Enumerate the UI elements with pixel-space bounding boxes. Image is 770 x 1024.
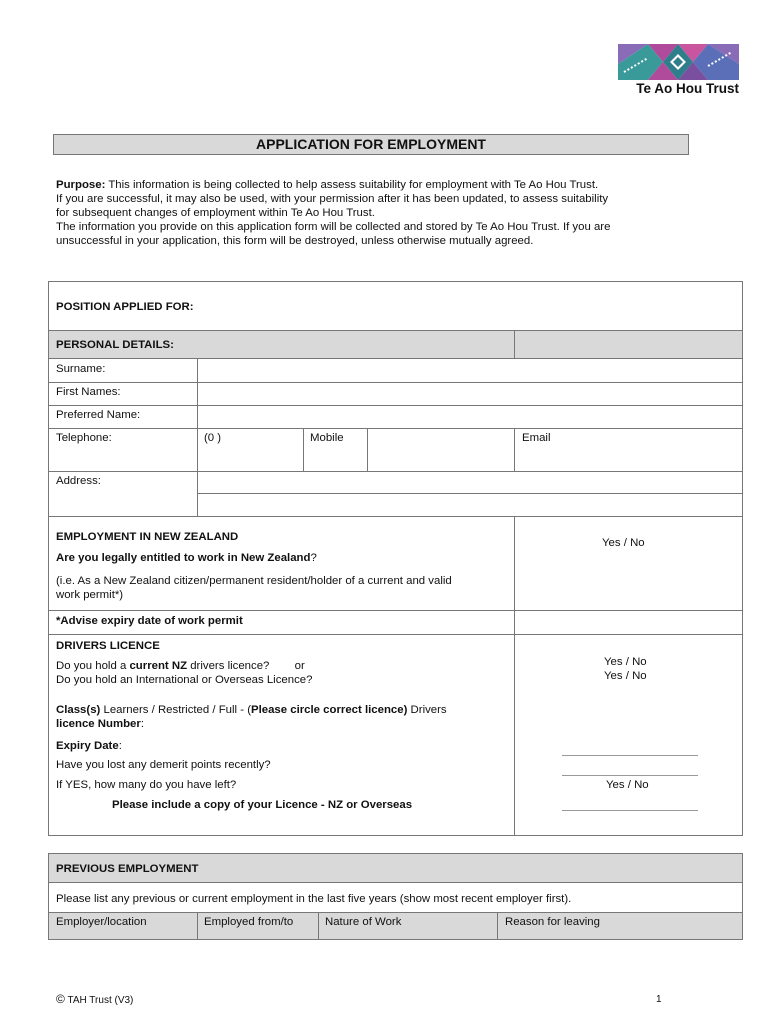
demerit-answer[interactable]: Yes / No <box>606 779 649 791</box>
nz-licence-question-b: current NZ <box>129 660 188 672</box>
address-field-line-2[interactable] <box>198 494 742 516</box>
personal-details-header: PERSONAL DETAILS: <box>56 339 174 351</box>
nz-licence-answer[interactable]: Yes / No <box>604 656 647 668</box>
surname-label: Surname: <box>56 363 106 375</box>
logo-text: Te Ao Hou Trust <box>636 81 739 96</box>
position-applied-field[interactable] <box>230 295 730 319</box>
telephone-label: Telephone: <box>56 432 112 444</box>
preferred-name-label: Preferred Name: <box>56 409 141 421</box>
licence-number-line <box>56 717 144 731</box>
entitlement-answer-yes-no[interactable]: Yes / No <box>602 537 645 549</box>
expiry-date-colon: : <box>118 740 122 752</box>
demerit-question: Have you lost any demerit points recently? <box>56 759 271 771</box>
licence-class-instruction: Please circle correct licence) <box>250 704 408 716</box>
column-reason-for-leaving: Reason for leaving <box>505 916 600 928</box>
licence-number-blank[interactable] <box>562 755 698 756</box>
purpose-statement <box>56 178 692 248</box>
first-names-field[interactable] <box>198 383 742 405</box>
intl-licence-question: Do you hold an International or Overseas Licence? <box>56 674 313 686</box>
surname-field[interactable] <box>198 360 742 382</box>
nz-licence-question <box>56 659 305 673</box>
preferred-name-field[interactable] <box>198 406 742 428</box>
area-code-field[interactable]: (0 ) <box>204 432 222 444</box>
previous-employment-intro: Please list any previous or current employment in the last five years (show most recent employer first). <box>56 893 572 905</box>
licence-class-label: Class(s) <box>56 704 101 716</box>
licence-class-line <box>56 703 447 717</box>
footer-left <box>56 992 133 1008</box>
address-field-line-1[interactable] <box>198 472 742 493</box>
purpose-line-3: for subsequent changes of employment within Te Ao Hou Trust. <box>56 207 375 219</box>
licence-copy-note: Please include a copy of your Licence - NZ or Overseas <box>112 799 413 811</box>
expiry-date-blank[interactable] <box>562 775 698 776</box>
mobile-label: Mobile <box>310 432 344 444</box>
points-left-blank[interactable] <box>562 810 698 811</box>
nz-licence-question-c: drivers licence? or <box>187 660 305 672</box>
employment-nz-header: EMPLOYMENT IN NEW ZEALAND <box>56 531 239 543</box>
question-mark: ? <box>310 552 317 564</box>
email-label: Email <box>522 432 551 444</box>
column-employer-location: Employer/location <box>56 916 147 928</box>
form-title: APPLICATION FOR EMPLOYMENT <box>53 134 689 155</box>
diamond-pattern-logo-icon <box>618 44 739 80</box>
work-permit-expiry-field[interactable] <box>516 611 742 634</box>
footer-text: TAH Trust (V3) <box>67 995 134 1006</box>
entitlement-note-2: work permit*) <box>56 589 124 601</box>
purpose-line-5: unsuccessful in your application, this form will be destroyed, unless otherwise mutually agreed. <box>56 235 534 247</box>
purpose-line-1: This information is being collected to help assess suitability for employment with Te Ao Hou Trust. <box>105 179 599 191</box>
licence-class-tail: Drivers <box>407 704 447 716</box>
intl-licence-answer[interactable]: Yes / No <box>604 670 647 682</box>
demerit-remaining-question: If YES, how many do you have left? <box>56 779 237 791</box>
entitlement-note-1: (i.e. As a New Zealand citizen/permanent resident/holder of a current and valid <box>56 575 452 587</box>
work-permit-expiry-label: *Advise expiry date of work permit <box>56 615 243 627</box>
position-applied-label: POSITION APPLIED FOR: <box>56 301 194 313</box>
legal-entitlement-question <box>56 551 317 565</box>
licence-class-options: Learners / Restricted / Full - ( <box>100 704 251 716</box>
licence-number-colon: : <box>140 718 145 730</box>
expiry-date-line <box>56 739 122 753</box>
purpose-line-2: If you are successful, it may also be used, with your permission after it has been updated, to assess suitability <box>56 193 609 205</box>
expiry-date-label: Expiry Date <box>56 740 119 752</box>
licence-number-label: licence Number <box>56 718 141 730</box>
address-label: Address: <box>56 475 101 487</box>
column-nature-of-work: Nature of Work <box>325 916 402 928</box>
page-number: 1 <box>656 994 662 1005</box>
column-employed-from-to: Employed from/to <box>204 916 294 928</box>
copyright-icon: © <box>56 992 65 1006</box>
legal-entitlement-question-text: Are you legally entitled to work in New Zealand <box>56 552 311 564</box>
purpose-label: Purpose: <box>56 179 106 191</box>
mobile-field[interactable] <box>368 429 514 470</box>
drivers-licence-header: DRIVERS LICENCE <box>56 640 160 652</box>
previous-employment-header: PREVIOUS EMPLOYMENT <box>56 863 199 875</box>
purpose-line-4: The information you provide on this application form will be collected and stored by Te Ao Hou Trust. If you are <box>56 221 611 233</box>
first-names-label: First Names: <box>56 386 121 398</box>
logo <box>618 44 739 96</box>
nz-licence-question-a: Do you hold a <box>56 660 130 672</box>
